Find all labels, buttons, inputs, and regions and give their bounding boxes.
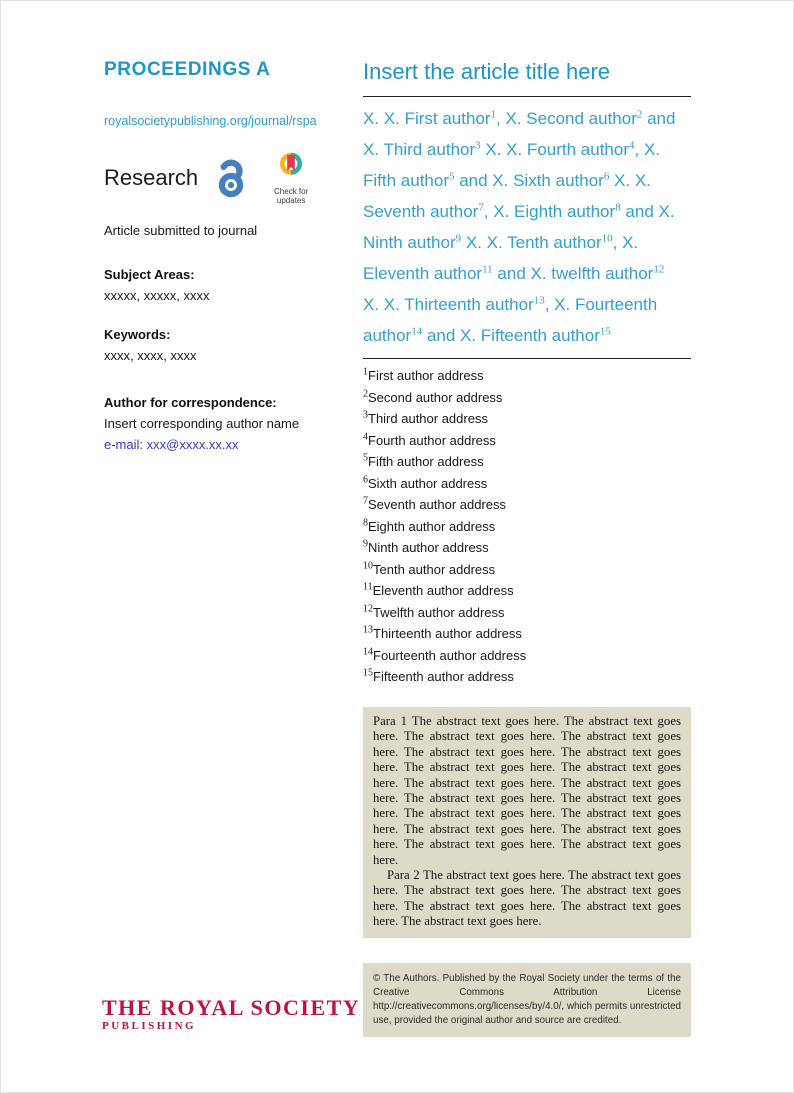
subject-areas-block xyxy=(104,267,209,303)
author-address: $^{13}$Thirteenth author address xyxy=(363,624,522,641)
journal-url-link[interactable]: royalsocietypublishing.org/journal/rspa xyxy=(104,114,317,128)
check-for-updates-label: Check for updates xyxy=(274,187,309,205)
correspondence-block xyxy=(104,395,299,454)
abstract-paragraph-1: Para 1 The abstract text goes here. The abstract text goes here. The abstract text goes here. The abstract text goes here. The abstract text goes here. The abstract text goes here. The abstract text goes here. The abstract text goes here. The abstract text goes here. The abstract text goes here. The abstract text goes here. The abstract text goes here. The abstract text goes here. The abstract text goes here. The abstract text goes here. The abstract text goes here. The abstract text goes here. The abstract text goes here. xyxy=(373,714,681,867)
author-addresses xyxy=(363,365,703,688)
article-type-label: Research xyxy=(104,165,199,190)
authors-rule xyxy=(363,358,691,359)
author-address: $^3$Third author address xyxy=(363,409,488,426)
copyright-box xyxy=(363,963,691,1037)
author-line: Eleventh author$^{11}$ and X. twelfth author$^{12}$ xyxy=(363,263,665,283)
article-title: Insert the article title here xyxy=(363,59,611,84)
author-address: $^5$Fifth author address xyxy=(363,452,484,469)
keywords-value: xxxx, xxxx, xxxx xyxy=(104,348,197,363)
publisher-subtitle: PUBLISHING xyxy=(102,1020,197,1032)
author-address: $^{15}$Fifteenth author address xyxy=(363,667,514,684)
author-address: $^6$Sixth author address xyxy=(363,474,488,491)
check-for-updates-icon xyxy=(274,151,308,185)
keywords-block xyxy=(104,327,196,363)
abstract-box xyxy=(363,707,691,938)
publisher-logo xyxy=(102,996,360,1033)
author-address: $^8$Eighth author address xyxy=(363,517,496,534)
submission-status: Article submitted to journal xyxy=(104,223,258,238)
author-line: X. X. Thirteenth author$^{13}$, X. Fourteenth xyxy=(363,294,658,314)
open-access-icon xyxy=(214,153,248,204)
author-line: author$^{14}$ and X. Fifteenth author$^{15}$ xyxy=(363,325,611,345)
author-address: $^{11}$Eleventh author address xyxy=(363,581,514,598)
author-address: $^7$Seventh author address xyxy=(363,495,507,512)
correspondence-label: Author for correspondence: xyxy=(104,395,277,410)
subject-areas-value: xxxxx, xxxxx, xxxx xyxy=(104,288,210,303)
copyright-text: © The Authors. Published by the Royal Society under the terms of the Creative Commons Attribution License http://creativecommons.org/licenses/by/4.0/, which permits unrestricted use, provided the original author and source are credited. xyxy=(373,973,681,1026)
check-for-updates-badge[interactable] xyxy=(264,151,318,205)
author-line: Fifth author$^5$ and X. Sixth author$^6$ X. X. xyxy=(363,170,651,190)
title-rule xyxy=(363,96,691,97)
author-address: $^{10}$Tenth author address xyxy=(363,560,496,577)
correspondence-email-link[interactable]: e-mail: xxx@xxxx.xx.xx xyxy=(104,437,239,452)
author-line: X. X. First author$^1$, X. Second author$^2$ and xyxy=(363,108,676,128)
author-line: Seventh author$^7$, X. Eighth author$^8$ and X. xyxy=(363,201,675,221)
correspondence-name: Insert corresponding author name xyxy=(104,416,300,431)
publisher-name: THE ROYAL SOCIETY xyxy=(102,995,361,1020)
subject-areas-label: Subject Areas: xyxy=(104,267,195,282)
journal-title: PROCEEDINGS A xyxy=(104,59,271,80)
author-address: $^4$Fourth author address xyxy=(363,431,496,448)
author-address: $^2$Second author address xyxy=(363,388,503,405)
author-address: $^9$Ninth author address xyxy=(363,538,489,555)
author-line: Ninth author$^9$ X. X. Tenth author$^{10}$, X. xyxy=(363,232,639,252)
article-type-row xyxy=(104,151,334,205)
author-address: $^1$First author address xyxy=(363,366,484,383)
author-line: X. Third author$^3$ X. X. Fourth author$^4$, X. xyxy=(363,139,661,159)
author-list xyxy=(363,103,703,351)
author-address: $^{14}$Fourteenth author address xyxy=(363,646,527,663)
keywords-label: Keywords: xyxy=(104,327,171,342)
author-address: $^{12}$Twelfth author address xyxy=(363,603,505,620)
abstract-paragraph-2: Para 2 The abstract text goes here. The abstract text goes here. The abstract text goes here. The abstract text goes here. The abstract text goes here. The abstract text goes here. The abstract text goes here. xyxy=(373,868,681,929)
